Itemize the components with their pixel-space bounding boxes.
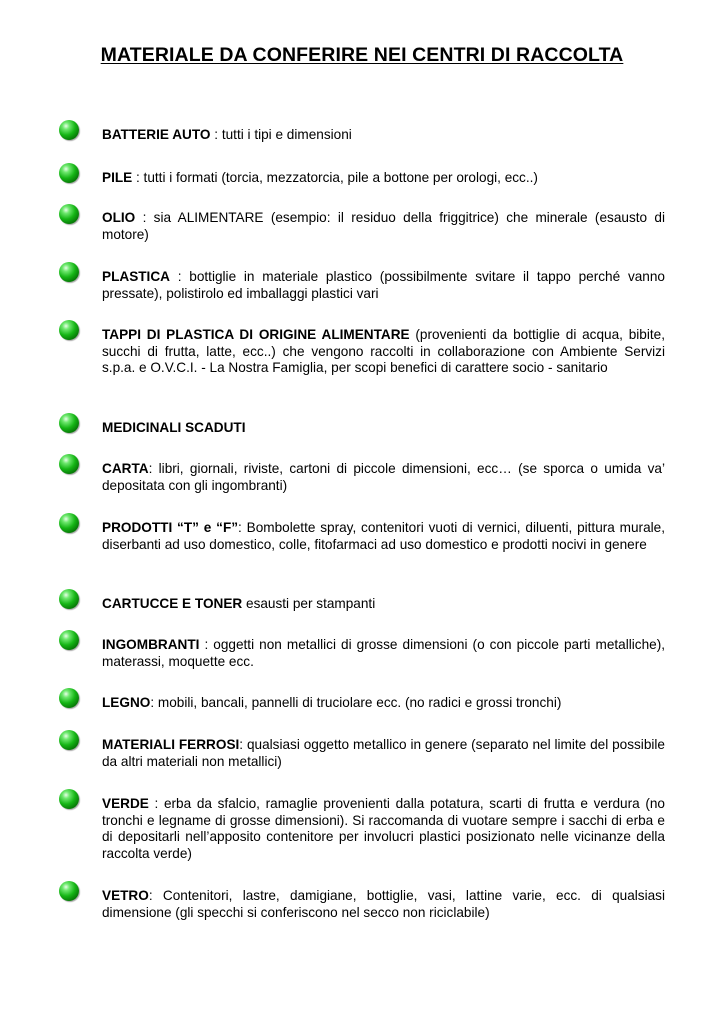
item-text [102,127,665,144]
green-bullet-icon [59,688,79,708]
item-text [102,796,665,862]
green-bullet-icon [59,513,79,533]
item-text [102,210,665,243]
item-description: : libri, giornali, riviste, cartoni di piccole dimensioni, ecc… (se sporca o umida va’ depositata con gli ingombranti) [102,461,665,493]
item-description: : bottiglie in materiale plastico (possibilmente svitare il tappo perché vanno pressate), polistirolo ed imballaggi plastici vari [102,269,665,301]
item-text [102,637,665,670]
green-bullet-icon [59,789,79,809]
item-label: PRODOTTI “T” e “F” [102,520,239,535]
green-bullet-icon [59,413,79,433]
item-description: : mobili, bancali, pannelli di truciolare ecc. (no radici e grossi tronchi) [150,695,562,710]
item-text [102,737,665,770]
item-label: MEDICINALI SCADUTI [102,420,246,435]
item-description: : oggetti non metallici di grosse dimensioni (o con piccole parti metalliche), materassi, moquette ecc. [102,637,665,669]
item-label: LEGNO [102,695,151,710]
green-bullet-icon [59,454,79,474]
item-label: MATERIALI FERROSI [102,737,240,752]
item-description: : erba da sfalcio, ramaglie provenienti dalla potatura, scarti di frutta e verdura (no tronchi e legname di grosse dimensioni). Si raccomanda di vuotare sempre i sacchi di erba e di depositarli nell’apposito contenitore per involucri plastici posizionato nelle vicinanze della raccolta verde) [102,796,665,861]
green-bullet-icon [59,120,79,140]
item-label: VETRO [102,888,149,903]
item-description: : tutti i formati (torcia, mezzatorcia, pile a bottone per orologi, ecc..) [132,170,538,185]
item-text [102,461,665,494]
item-label: CARTA [102,461,149,476]
green-bullet-icon [59,630,79,650]
item-text [102,269,665,302]
item-description: esausti per stampanti [242,596,376,611]
item-label: PILE [102,170,133,185]
green-bullet-icon [59,730,79,750]
green-bullet-icon [59,204,79,224]
item-text [102,520,665,553]
item-text [102,420,665,437]
item-label: VERDE [102,796,149,811]
item-label: TAPPI DI PLASTICA DI ORIGINE ALIMENTARE [102,327,410,342]
green-bullet-icon [59,262,79,282]
item-description: : Bombolette spray, contenitori vuoti di vernici, diluenti, pittura murale, diserbanti ad uso domestico, colle, fitofarmaci ad uso domestico e prodotti nocivi in genere [102,520,665,552]
green-bullet-icon [59,320,79,340]
item-label: CARTUCCE E TONER [102,596,243,611]
green-bullet-icon [59,163,79,183]
item-label: OLIO [102,210,136,225]
item-label: BATTERIE AUTO [102,127,211,142]
green-bullet-icon [59,881,79,901]
item-label: PLASTICA [102,269,170,284]
item-text [102,170,665,187]
item-description: : tutti i tipi e dimensioni [210,127,352,142]
item-label: INGOMBRANTI [102,637,200,652]
item-description: : sia ALIMENTARE (esempio: il residuo della friggitrice) che minerale (esausto di motore) [102,210,665,242]
page-title: MATERIALE DA CONFERIRE NEI CENTRI DI RACCOLTA [100,44,624,66]
item-description: : Contenitori, lastre, damigiane, bottiglie, vasi, lattine varie, ecc. di qualsiasi dimensione (gli specchi si conferiscono nel secco non riciclabile) [102,888,665,920]
item-description: (provenienti da bottiglie di acqua, bibite, succhi di frutta, latte, ecc..) che vengono raccolti in collaborazione con Ambiente Servizi s.p.a. e O.V.C.I. - La Nostra Famiglia, per scopi benefici di carattere socio - sanitario [102,327,665,376]
item-text [102,327,665,377]
item-text [102,596,665,613]
green-bullet-icon [59,589,79,609]
item-description: : qualsiasi oggetto metallico in genere (separato nel limite del possibile da altri materiali non metallici) [102,737,665,769]
item-text [102,695,665,712]
item-text [102,888,665,921]
